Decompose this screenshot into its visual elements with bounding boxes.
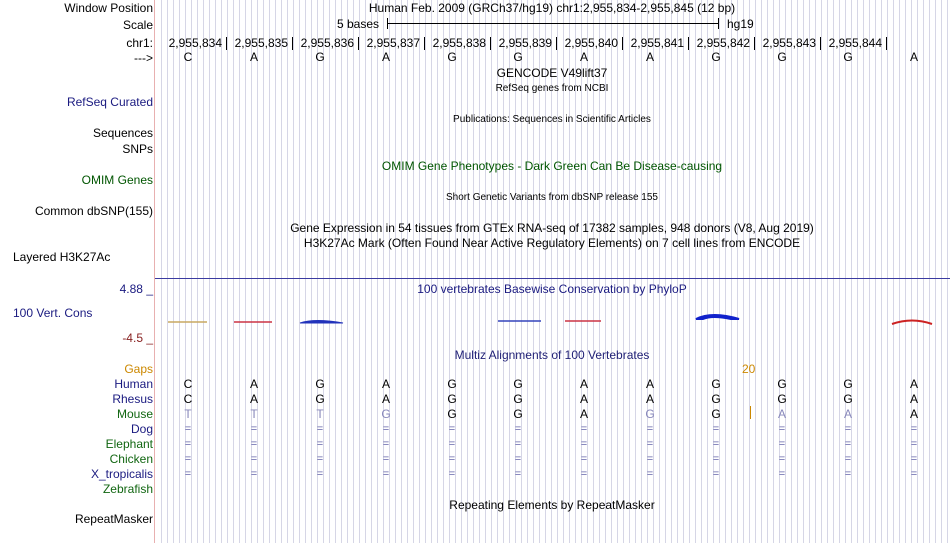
grid-line — [863, 0, 864, 543]
grid-line — [935, 0, 936, 543]
aligned-base: = — [448, 453, 456, 465]
coordinate-label: 2,955,841 — [630, 36, 684, 50]
aligned-base: G — [843, 392, 853, 406]
aligned-base: C — [183, 377, 193, 391]
species-label[interactable]: Dog — [130, 422, 153, 436]
aligned-base: A — [909, 377, 919, 391]
gencode-track-title[interactable]: GENCODE V49lift37 — [496, 66, 608, 80]
cons-peak — [696, 315, 739, 319]
grid-line — [221, 0, 222, 543]
aligned-base: = — [712, 423, 720, 435]
track-divider — [155, 278, 950, 279]
reference-base: G — [315, 50, 325, 64]
grid-line — [293, 0, 294, 543]
aligned-base: = — [646, 423, 654, 435]
aligned-base: = — [646, 453, 654, 465]
grid-line — [665, 0, 666, 543]
aligned-base: A — [645, 377, 655, 391]
aligned-base: G — [447, 407, 457, 421]
grid-line — [341, 0, 342, 543]
aligned-base: = — [382, 468, 390, 480]
h3k27ac-track-title[interactable]: H3K27Ac Mark (Often Found Near Active Regulatory Elements) on 7 cell lines from ENCODE — [303, 236, 801, 250]
grid-line — [683, 0, 684, 543]
grid-line — [743, 0, 744, 543]
aligned-base: A — [909, 392, 919, 406]
reference-base: C — [183, 50, 193, 64]
aligned-base: = — [646, 468, 654, 480]
aligned-base: = — [844, 438, 852, 450]
aligned-base: = — [448, 438, 456, 450]
grid-line — [755, 0, 756, 543]
grid-line — [659, 0, 660, 543]
grid-line — [677, 0, 678, 543]
aligned-base: = — [844, 453, 852, 465]
cons-min-label: -4.5 _ — [122, 331, 153, 345]
grid-line — [359, 0, 360, 543]
aligned-base: = — [778, 453, 786, 465]
grid-line — [395, 0, 396, 543]
aligned-base: G — [711, 407, 721, 421]
aligned-base: = — [910, 438, 918, 450]
aligned-base: G — [513, 377, 523, 391]
grid-line — [167, 0, 168, 543]
repeatmasker-track-title[interactable]: Repeating Elements by RepeatMasker — [449, 498, 655, 512]
grid-line — [473, 0, 474, 543]
h3k27ac-track-label[interactable]: Layered H3K27Ac — [13, 250, 111, 264]
aligned-base: = — [580, 438, 588, 450]
gap-marker — [750, 406, 751, 419]
grid-line — [287, 0, 288, 543]
grid-line — [275, 0, 276, 543]
aligned-base: G — [315, 392, 325, 406]
aligned-base: A — [381, 377, 391, 391]
grid-line — [791, 0, 792, 543]
scale-bar-right-cap — [718, 18, 719, 29]
reference-base: G — [777, 50, 787, 64]
grid-line — [611, 0, 612, 543]
aligned-base: = — [250, 438, 258, 450]
coordinate-tick — [886, 37, 887, 50]
gaps-label: Gaps — [124, 362, 153, 376]
aligned-base: G — [843, 377, 853, 391]
publications-track-title[interactable]: Publications: Sequences in Scientific Articles — [453, 114, 651, 125]
multiz-track-title[interactable]: Multiz Alignments of 100 Vertebrates — [454, 348, 650, 362]
aligned-base: = — [184, 423, 192, 435]
grid-line — [893, 0, 894, 543]
grid-line — [641, 0, 642, 543]
aligned-base: C — [183, 392, 193, 406]
aligned-base: = — [712, 438, 720, 450]
grid-line — [731, 0, 732, 543]
grid-line — [227, 0, 228, 543]
coordinate-label: 2,955,835 — [234, 36, 288, 50]
grid-line — [161, 0, 162, 543]
grid-line — [671, 0, 672, 543]
scale-bar-left-cap — [387, 18, 388, 29]
aligned-base: = — [448, 423, 456, 435]
conservation-wiggle — [155, 308, 950, 330]
aligned-base: = — [580, 468, 588, 480]
scale-text: 5 bases — [337, 17, 380, 31]
aligned-base: = — [910, 468, 918, 480]
aligned-base: G — [513, 392, 523, 406]
grid-line — [689, 0, 690, 543]
window-position-label: Window Position — [64, 1, 153, 15]
grid-line — [617, 0, 618, 543]
grid-line — [245, 0, 246, 543]
coordinate-label: 2,955,840 — [564, 36, 618, 50]
reference-base: A — [381, 50, 391, 64]
aligned-base: = — [910, 453, 918, 465]
grid-line — [767, 0, 768, 543]
grid-line — [407, 0, 408, 543]
aligned-base: = — [184, 453, 192, 465]
grid-line — [401, 0, 402, 543]
aligned-base: A — [249, 392, 259, 406]
species-label[interactable]: Zebrafish — [102, 482, 153, 496]
grid-line — [725, 0, 726, 543]
grid-line — [707, 0, 708, 543]
aligned-base: G — [513, 407, 523, 421]
grid-line — [887, 0, 888, 543]
aligned-base: = — [580, 423, 588, 435]
scale-db: hg19 — [727, 17, 754, 31]
coordinate-label: 2,955,843 — [762, 36, 816, 50]
aligned-base: = — [910, 423, 918, 435]
cons-track-label[interactable]: 100 Vert. Cons — [13, 306, 93, 320]
sequences-group-label: Sequences — [92, 126, 153, 140]
coordinate-label: 2,955,839 — [498, 36, 552, 50]
aligned-base: = — [382, 423, 390, 435]
grid-line — [773, 0, 774, 543]
grid-line — [827, 0, 828, 543]
grid-line — [239, 0, 240, 543]
reference-base: G — [513, 50, 523, 64]
dbsnp-track-label[interactable]: Common dbSNP(155) — [34, 204, 153, 218]
image-left-border — [154, 0, 155, 543]
grid-line — [761, 0, 762, 543]
grid-line — [869, 0, 870, 543]
species-label[interactable]: X_tropicalis — [90, 467, 153, 481]
grid-line — [203, 0, 204, 543]
reference-base: G — [843, 50, 853, 64]
scale-label: Scale — [122, 18, 153, 32]
aligned-base: = — [514, 423, 522, 435]
aligned-base: = — [382, 453, 390, 465]
aligned-base: = — [514, 438, 522, 450]
grid-line — [905, 0, 906, 543]
strand-label: ---> — [134, 51, 153, 65]
reference-base: G — [447, 50, 457, 64]
aligned-base: = — [646, 438, 654, 450]
grid-line — [431, 0, 432, 543]
reference-base: A — [645, 50, 655, 64]
aligned-base: = — [580, 453, 588, 465]
aligned-base: G — [315, 377, 325, 391]
aligned-base: = — [448, 468, 456, 480]
aligned-base: = — [778, 438, 786, 450]
aligned-base: A — [381, 392, 391, 406]
grid-line — [797, 0, 798, 543]
aligned-base: = — [778, 423, 786, 435]
aligned-base: = — [316, 423, 324, 435]
aligned-base: T — [184, 407, 192, 421]
grid-line — [875, 0, 876, 543]
grid-line — [485, 0, 486, 543]
aligned-base: A — [645, 392, 655, 406]
aligned-base: G — [711, 377, 721, 391]
grid-line — [929, 0, 930, 543]
aligned-base: A — [909, 407, 919, 421]
coordinate-label: 2,955,838 — [432, 36, 486, 50]
grid-line — [803, 0, 804, 543]
chr-label: chr1: — [126, 36, 153, 50]
aligned-base: = — [316, 468, 324, 480]
grid-line — [701, 0, 702, 543]
aligned-base: A — [843, 407, 853, 421]
aligned-base: G — [447, 392, 457, 406]
refseq-track-label[interactable]: RefSeq Curated — [66, 95, 153, 109]
aligned-base: = — [250, 468, 258, 480]
grid-line — [197, 0, 198, 543]
gtex-track-title[interactable]: Gene Expression in 54 tissues from GTEx RNA-seq of 17382 samples, 948 donors (V8, Aug 2019) — [290, 221, 814, 235]
aligned-base: A — [579, 407, 589, 421]
cons-peak — [300, 321, 343, 324]
grid-line — [299, 0, 300, 543]
reference-base: A — [579, 50, 589, 64]
grid-line — [413, 0, 414, 543]
grid-line — [479, 0, 480, 543]
cons-max-label: 4.88 _ — [119, 282, 153, 296]
grid-line — [437, 0, 438, 543]
grid-line — [695, 0, 696, 543]
grid-line — [941, 0, 942, 543]
reference-base: A — [249, 50, 259, 64]
aligned-base: G — [645, 407, 655, 421]
grid-line — [899, 0, 900, 543]
grid-line — [833, 0, 834, 543]
repeatmasker-track-label[interactable]: RepeatMasker — [74, 512, 153, 526]
coordinate-label: 2,955,844 — [828, 36, 882, 50]
species-label[interactable]: Elephant — [105, 437, 153, 451]
grid-line — [857, 0, 858, 543]
grid-line — [305, 0, 306, 543]
aligned-base: G — [447, 377, 457, 391]
dbsnp-track-title[interactable]: Short Genetic Variants from dbSNP release 155 — [446, 192, 658, 203]
species-label[interactable]: Human — [114, 377, 153, 391]
aligned-base: = — [316, 438, 324, 450]
grid-line — [365, 0, 366, 543]
aligned-base: = — [844, 468, 852, 480]
aligned-base: = — [250, 453, 258, 465]
grid-line — [467, 0, 468, 543]
grid-line — [371, 0, 372, 543]
aligned-base: = — [184, 468, 192, 480]
aligned-base: G — [777, 377, 787, 391]
grid-line — [749, 0, 750, 543]
aligned-base: A — [579, 392, 589, 406]
species-label[interactable]: Chicken — [109, 452, 153, 466]
coordinate-label: 2,955,837 — [366, 36, 420, 50]
grid-line — [173, 0, 174, 543]
species-label[interactable]: Rhesus — [112, 392, 153, 406]
grid-line — [353, 0, 354, 543]
grid-line — [809, 0, 810, 543]
aligned-base: = — [250, 423, 258, 435]
reference-base: G — [711, 50, 721, 64]
grid-line — [209, 0, 210, 543]
aligned-base: = — [712, 453, 720, 465]
aligned-base: T — [250, 407, 258, 421]
grid-line — [425, 0, 426, 543]
reference-base: A — [909, 50, 919, 64]
grid-line — [215, 0, 216, 543]
assembly-position-text: Human Feb. 2009 (GRCh37/hg19) chr1:2,955,834-2,955,845 (12 bp) — [368, 1, 736, 15]
grid-line — [815, 0, 816, 543]
grid-line — [233, 0, 234, 543]
grid-line — [461, 0, 462, 543]
grid-line — [179, 0, 180, 543]
grid-line — [623, 0, 624, 543]
grid-line — [347, 0, 348, 543]
grid-line — [923, 0, 924, 543]
grid-line — [737, 0, 738, 543]
snps-group-label: SNPs — [122, 142, 153, 156]
coordinate-label: 2,955,842 — [696, 36, 750, 50]
grid-line — [947, 0, 948, 543]
omim-track-title[interactable]: OMIM Gene Phenotypes - Dark Green Can Be Disease-causing — [381, 159, 723, 173]
coordinate-label: 2,955,834 — [168, 36, 222, 50]
aligned-base: = — [712, 468, 720, 480]
grid-line — [329, 0, 330, 543]
aligned-base: A — [777, 407, 787, 421]
aligned-base: = — [778, 468, 786, 480]
grid-line — [491, 0, 492, 543]
aligned-base: G — [381, 407, 391, 421]
gap-count: 20 — [742, 362, 756, 376]
aligned-base: G — [777, 392, 787, 406]
grid-line — [629, 0, 630, 543]
grid-line — [377, 0, 378, 543]
scale-bar — [387, 23, 718, 24]
aligned-base: = — [382, 438, 390, 450]
grid-line — [419, 0, 420, 543]
grid-line — [635, 0, 636, 543]
species-label[interactable]: Mouse — [116, 407, 153, 421]
grid-line — [281, 0, 282, 543]
grid-line — [821, 0, 822, 543]
aligned-base: A — [249, 377, 259, 391]
aligned-base: G — [711, 392, 721, 406]
refseq-track-title[interactable]: RefSeq genes from NCBI — [495, 83, 609, 94]
grid-line — [335, 0, 336, 543]
aligned-base: = — [514, 453, 522, 465]
grid-line — [839, 0, 840, 543]
cons-track-title[interactable]: 100 vertebrates Basewise Conservation by PhyloP — [417, 282, 687, 296]
grid-line — [881, 0, 882, 543]
grid-line — [263, 0, 264, 543]
aligned-base: = — [184, 438, 192, 450]
cons-dip — [892, 321, 932, 325]
omim-track-label[interactable]: OMIM Genes — [81, 173, 153, 187]
aligned-base: = — [514, 468, 522, 480]
aligned-base: = — [844, 423, 852, 435]
aligned-base: T — [316, 407, 324, 421]
grid-line — [311, 0, 312, 543]
aligned-base: A — [579, 377, 589, 391]
grid-line — [443, 0, 444, 543]
aligned-base: = — [316, 453, 324, 465]
grid-line — [269, 0, 270, 543]
coordinate-label: 2,955,836 — [300, 36, 354, 50]
